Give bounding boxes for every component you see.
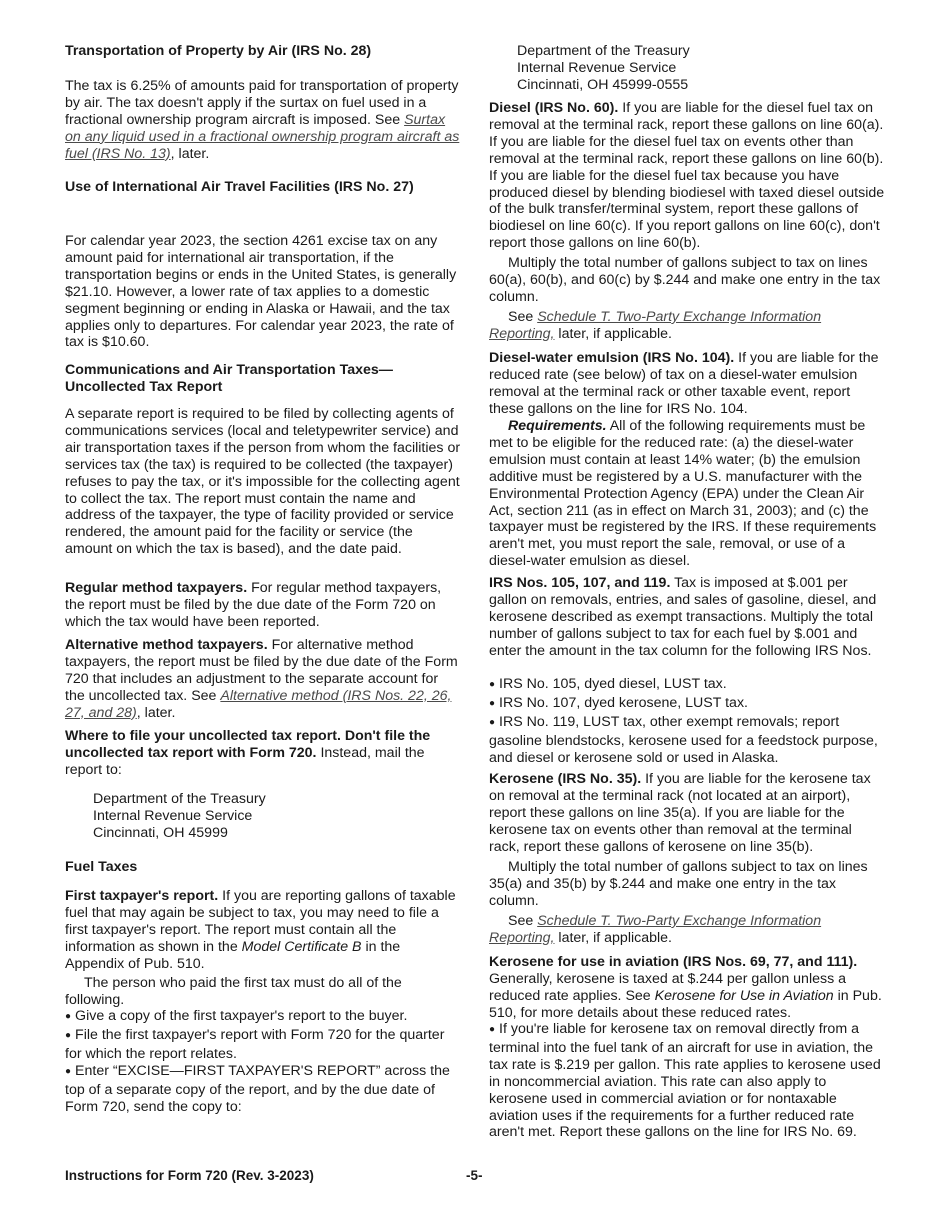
list-item: ● If you're liable for kerosene tax on removal directly from a terminal into the fuel tank of an aircraft for use in aviation, the tax rate is $.219 per gallon. This rate applies to kerosene used in noncommercial aviation. This rate can also apply to kerosene used in commercial aviation or for nontaxable aviation uses if the requirements for a further reduced rate aren't met. Report these gallons on the line for IRS No. 69. [489, 1021, 881, 1141]
heading-fuel-taxes: Fuel Taxes [65, 859, 138, 875]
heading-uncollected-tax: Communications and Air Transportation Taxes—Uncollected Tax Report [65, 362, 393, 395]
link-surtax-fractional[interactable]: Surtax on any liquid used in a fractional ownership program aircraft as fuel (IRS No. 13) [65, 111, 460, 162]
paragraph-irs-105: IRS Nos. 105, 107, and 119. Tax is imposed at $.001 per gallon on removals, entries, and sales of gasoline, diesel, and kerosene described as exempt transactions. Multiply the total number of gallons subject to tax for each fuel by $.001 and enter the amount in the tax column for the following IRS Nos. [489, 575, 877, 659]
paragraph-uncollected-tax: A separate report is required to be filed by collecting agents of communications services (local and teletypewriter service) and air transportation taxes if the person from whom the facilities or services tax (the tax) is required to be collected (the taxpayer) refuses to pay the tax, or it's impossible for the collecting agent to collect the tax. The report must contain the name and address of the taxpayer, the type of facility provided or service rendered, the amount paid for the facility or service (the amount on which the tax is based), and the date paid. [65, 406, 461, 558]
paragraph-kerosene-aviation: Kerosene for use in aviation (IRS Nos. 69, 77, and 111). Generally, kerosene is taxed at $.244 per gallon unless a reduced rate applies. See Kerosene for Use in Aviation in Pub. 510, for more details about these reduced rates. [489, 954, 882, 1021]
address-cincinnati-45999-0555: Department of the Treasury Internal Revenue Service Cincinnati, OH 45999-0555 [517, 43, 690, 93]
list-item: ● Give a copy of the first taxpayer's report to the buyer. [65, 1008, 408, 1024]
list-item: ● Enter “EXCISE—FIRST TAXPAYER'S REPORT” across the top of a separate copy of the report, and by the due date of Form 720, send the copy to: [65, 1062, 450, 1115]
paragraph-regular-method: Regular method taxpayers. For regular method taxpayers, the report must be filed by the due date of the Form 720 on which the tax would have been reported. [65, 580, 442, 630]
paragraph-diesel-water: Diesel-water emulsion (IRS No. 104). If you are liable for the reduced rate (see below) of tax on a diesel-water emulsion removal at the terminal rack or other taxable event, report these gallons on the line for IRS No. 104. [489, 350, 879, 417]
paragraph-first-taxpayer: First taxpayer's report. If you are reporting gallons of taxable fuel that may again be subject to tax, you may need to file a first taxpayer's report. The report must contain all the information as shown in the Model Certificate B in the Appendix of Pub. 510. [65, 888, 456, 972]
list-kerosene-aviation [489, 1021, 885, 1141]
paragraph-kerosene-see: See Schedule T. Two-Party Exchange Information Reporting, later, if applicable. [489, 913, 822, 946]
paragraph-where-to-file: Where to file your uncollected tax report. Don't file the uncollected tax report with Form 720. Instead, mail the report to: [65, 728, 431, 778]
paragraph-kerosene: Kerosene (IRS No. 35). If you are liable for the kerosene tax on removal at the terminal rack (not located at an airport), report these gallons on line 35(a). If you are liable for the kerosene tax on events other than removal at the terminal rack, report these gallons of kerosene on line 35(b). [489, 771, 871, 855]
paragraph-alternative-method: Alternative method taxpayers. For alternative method taxpayers, the report must be filed by the due date of the Form 720 that includes an adjustment to the separate account for the uncollected tax. See Alternative method (IRS Nos. 22, 26, 27, and 28), later. [65, 637, 458, 721]
paragraph-international-air: For calendar year 2023, the section 4261 excise tax on any amount paid for international air transportation, if the transportation begins or ends in the United States, is generally $21.10. However, a lower rate of tax applies to a domestic segment beginning or ending in Alaska or Hawaii, and the tax applies only to departures. For calendar year 2023, the rate of tax is $10.60. [65, 233, 457, 351]
list-irs-nos [489, 676, 885, 767]
link-alternative-method[interactable]: Alternative method (IRS Nos. 22, 26, 27, and 28) [65, 687, 452, 721]
address-cincinnati-45999: Department of the Treasury Internal Revenue Service Cincinnati, OH 45999 [93, 791, 266, 841]
heading-international-air: Use of International Air Travel Facilities (IRS No. 27) [65, 179, 414, 195]
list-item: ● IRS No. 119, LUST tax, other exempt removals; report gasoline blendstocks, kerosene used for a feedstock purpose, and diesel or kerosene sold or used in Alaska. [489, 713, 878, 766]
footer-form-title: Instructions for Form 720 (Rev. 3-2023) [65, 1168, 314, 1183]
paragraph-diesel-multiply: Multiply the total number of gallons subject to tax on lines 60(a), 60(b), and 60(c) by $.244 and make one entry in the tax column. [489, 255, 881, 305]
footer-page-number: -5- [466, 1168, 483, 1183]
paragraph-person-paid: The person who paid the first tax must do all of the following. [65, 975, 402, 1008]
list-item: ● IRS No. 105, dyed diesel, LUST tax. [489, 676, 727, 692]
paragraph-kerosene-multiply: Multiply the total number of gallons subject to tax on lines 35(a) and 35(b) by $.244 and make one entry in the tax column. [489, 859, 868, 909]
paragraph-diesel-see: See Schedule T. Two-Party Exchange Information Reporting, later, if applicable. [489, 309, 822, 342]
paragraph-air-property: The tax is 6.25% of amounts paid for transportation of property by air. The tax doesn't apply if the surtax on fuel used in a fractional ownership program aircraft is imposed. See Surtax on any liquid used in a fractional ownership program aircraft as fuel (IRS No. 13), later. [65, 78, 460, 162]
heading-air-property: Transportation of Property by Air (IRS No. 28) [65, 43, 372, 59]
list-item: ● File the first taxpayer's report with Form 720 for the quarter for which the report relates. [65, 1026, 445, 1062]
paragraph-diesel: Diesel (IRS No. 60). If you are liable for the diesel fuel tax on removal at the terminal rack, report these gallons on line 60(a). If you are liable for the diesel fuel tax on events other than removal at the terminal rack, report these gallons on line 60(b). If you are liable for the diesel fuel tax because you have produced diesel by blending biodiesel with taxed diesel outside of the bulk transfer/terminal system, report these gallons of biodiesel on line 60(c). If you report gallons on line 60(c), don't report those gallons on line 60(b). [489, 100, 885, 252]
list-first-taxpayer [65, 1008, 461, 1115]
link-schedule-t-2[interactable]: Schedule T. Two-Party Exchange Information Reporting, [489, 913, 822, 946]
list-item: ● IRS No. 107, dyed kerosene, LUST tax. [489, 694, 748, 711]
link-schedule-t[interactable]: Schedule T. Two-Party Exchange Information Reporting, [489, 309, 822, 342]
paragraph-requirements: Requirements. All of the following requirements must be met to be eligible for the reduced rate: (a) the diesel-water emulsion must contain at least 14% water; (b) the emulsion additive must be registered by a U.S. manufacturer with the Environmental Protection Agency (EPA) under the Clean Air Act, section 211 (as in effect on March 31, 2003); and (c) the taxpayer must be registered by the IRS. If these requirements aren't met, you must report the sale, removal, or use of a diesel-water emulsion as diesel. [489, 418, 877, 570]
